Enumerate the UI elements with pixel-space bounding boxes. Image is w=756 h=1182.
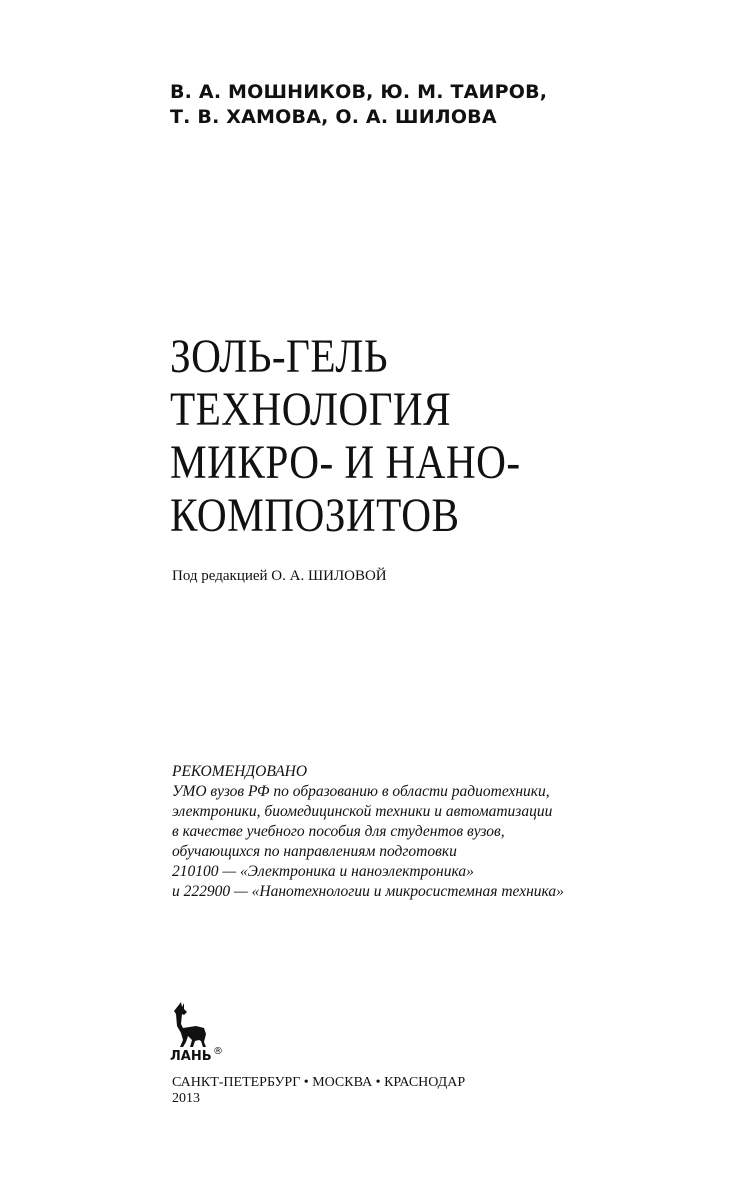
recommendation-line-1: РЕКОМЕНДОВАНО [172, 763, 308, 780]
book-title [170, 330, 521, 542]
authors-block [170, 80, 547, 130]
title-line-3: МИКРО- И НАНО- [170, 436, 521, 489]
logo-wordmark: ЛАНЬ [170, 1049, 212, 1062]
deer-icon [170, 1000, 230, 1062]
registered-mark: ® [213, 1046, 223, 1057]
recommendation-line-5: обучающихся по направлениям подготовки [172, 843, 457, 860]
authors-line-1: В. А. МОШНИКОВ, Ю. М. ТАИРОВ, [170, 81, 548, 103]
authors-line-2: Т. В. ХАМОВА, О. А. ШИЛОВА [170, 106, 497, 128]
recommendation-line-4: в качестве учебного пособия для студентов вузов, [172, 823, 505, 840]
publisher-logo [170, 1000, 230, 1062]
imprint [172, 1075, 465, 1107]
recommendation-line-7: и 222900 — «Нанотехнологии и микросистемная техника» [172, 883, 564, 900]
editor-line: Под редакцией О. А. ШИЛОВОЙ [172, 568, 387, 584]
cities-line: САНКТ-ПЕТЕРБУРГ • МОСКВА • КРАСНОДАР [172, 1075, 466, 1090]
year-line: 2013 [172, 1091, 200, 1106]
title-line-1: ЗОЛЬ-ГЕЛЬ [170, 330, 388, 383]
recommendation-line-2: УМО вузов РФ по образованию в области радиотехники, [172, 783, 550, 800]
title-line-4: КОМПОЗИТОВ [170, 489, 460, 542]
recommendation-line-3: электроники, биомедицинской техники и автоматизации [172, 803, 553, 820]
recommendation-block [172, 762, 564, 902]
recommendation-line-6: 210100 — «Электроника и наноэлектроника» [172, 863, 474, 880]
title-line-2: ТЕХНОЛОГИЯ [170, 383, 452, 436]
